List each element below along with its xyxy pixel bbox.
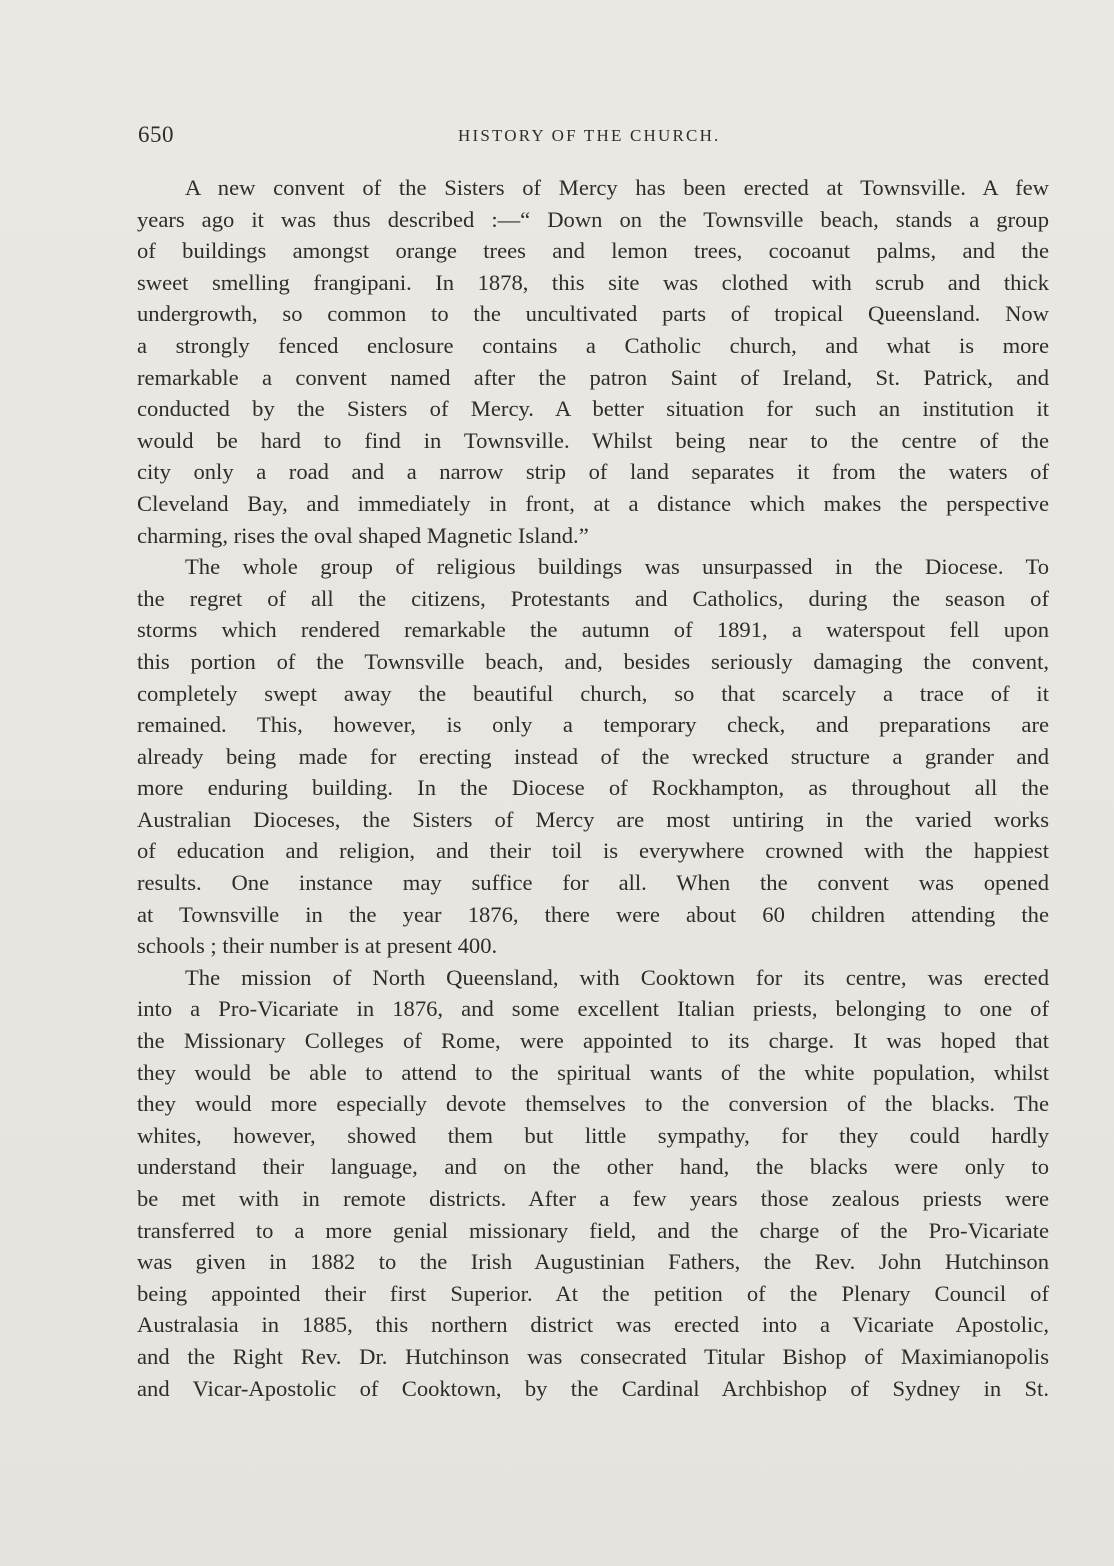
text-line: Australian Dioceses, the Sisters of Mercy are most untiring in the varied works xyxy=(137,806,1049,832)
page-number: 650 xyxy=(138,122,174,147)
text-line: Australasia in 1885, this northern district was erected into a Vicariate Apostolic, xyxy=(137,1312,1049,1338)
text-line: A new convent of the Sisters of Mercy has been erected at Townsville. A few xyxy=(185,175,1049,200)
text-line: already being made for erecting instead of the wrecked structure a grander and xyxy=(137,743,1049,769)
text-line: at Townsville in the year 1876, there were about 60 children attending the xyxy=(137,901,1049,927)
text-line: city only a road and a narrow strip of land separates it from the waters of xyxy=(137,459,1049,485)
text-line: understand their language, and on the other hand, the blacks were only to xyxy=(137,1154,1049,1180)
text-line: into a Pro-Vicariate in 1876, and some excellent Italian priests, belonging to one of xyxy=(137,996,1049,1022)
text-line: remained. This, however, is only a temporary check, and preparations are xyxy=(137,712,1049,738)
text-line: sweet smelling frangipani. In 1878, this site was clothed with scrub and thick xyxy=(137,269,1049,295)
text-line: conducted by the Sisters of Mercy. A better situation for such an institution it xyxy=(137,396,1049,422)
body-text xyxy=(137,172,1049,1404)
text-line: they would more especially devote themselves to the conversion of the blacks. The xyxy=(137,1091,1049,1117)
paragraph-1 xyxy=(137,172,1049,551)
text-line: The mission of North Queensland, with Cooktown for its centre, was erected xyxy=(185,964,1049,990)
text-line: the regret of all the citizens, Protestants and Catholics, during the season of xyxy=(137,585,1049,611)
text-line: would be hard to find in Townsville. Whilst being near to the centre of the xyxy=(137,427,1049,453)
text-line: The whole group of religious buildings was unsurpassed in the Diocese. To xyxy=(185,554,1049,580)
text-line: of education and religion, and their toil is everywhere crowned with the happiest xyxy=(137,838,1049,864)
text-line: of buildings amongst orange trees and lemon trees, cocoanut palms, and the xyxy=(137,238,1049,264)
text-line: and the Right Rev. Dr. Hutchinson was consecrated Titular Bishop of Maximianopolis xyxy=(137,1343,1049,1369)
text-line: whites, however, showed them but little sympathy, for they could hardly xyxy=(137,1122,1049,1148)
text-line: and Vicar-Apostolic of Cooktown, by the Cardinal Archbishop of Sydney in St. xyxy=(137,1375,1049,1401)
text-line: more enduring building. In the Diocese of Rockhampton, as throughout all the xyxy=(137,775,1049,801)
text-line: be met with in remote districts. After a few years those zealous priests were xyxy=(137,1186,1049,1211)
paragraph-3 xyxy=(137,962,1049,1404)
text-line: years ago it was thus described :—“ Down on the Townsville beach, stands a group xyxy=(137,206,1049,232)
running-title: HISTORY OF THE CHURCH. xyxy=(458,126,721,145)
text-line: this portion of the Townsville beach, and, besides seriously damaging the convent, xyxy=(137,648,1049,674)
text-line: was given in 1882 to the Irish Augustinian Fathers, the Rev. John Hutchinson xyxy=(137,1249,1049,1275)
text-line: Cleveland Bay, and immediately in front, at a distance which makes the perspective xyxy=(137,490,1049,516)
text-line: a strongly fenced enclosure contains a Catholic church, and what is more xyxy=(137,332,1049,358)
text-line: being appointed their first Superior. At the petition of the Plenary Council of xyxy=(137,1280,1049,1306)
text-line: transferred to a more genial missionary field, and the charge of the Pro-Vicariate xyxy=(137,1217,1049,1243)
text-line: remarkable a convent named after the patron Saint of Ireland, St. Patrick, and xyxy=(137,364,1049,390)
text-line: storms which rendered remarkable the autumn of 1891, a waterspout fell upon xyxy=(137,617,1049,643)
text-line: completely swept away the beautiful church, so that scarcely a trace of it xyxy=(137,680,1049,706)
paragraph-2 xyxy=(137,551,1049,962)
text-line: undergrowth, so common to the uncultivated parts of tropical Queensland. Now xyxy=(137,301,1049,327)
text-line: the Missionary Colleges of Rome, were appointed to its charge. It was hoped that xyxy=(137,1028,1049,1054)
text-line: charming, rises the oval shaped Magnetic Island.” xyxy=(137,522,589,548)
text-line: schools ; their number is at present 400. xyxy=(137,933,498,959)
text-line: they would be able to attend to the spiritual wants of the white population, whilst xyxy=(137,1059,1049,1085)
text-line: results. One instance may suffice for all. When the convent was opened xyxy=(137,870,1049,896)
running-header xyxy=(138,122,1050,152)
